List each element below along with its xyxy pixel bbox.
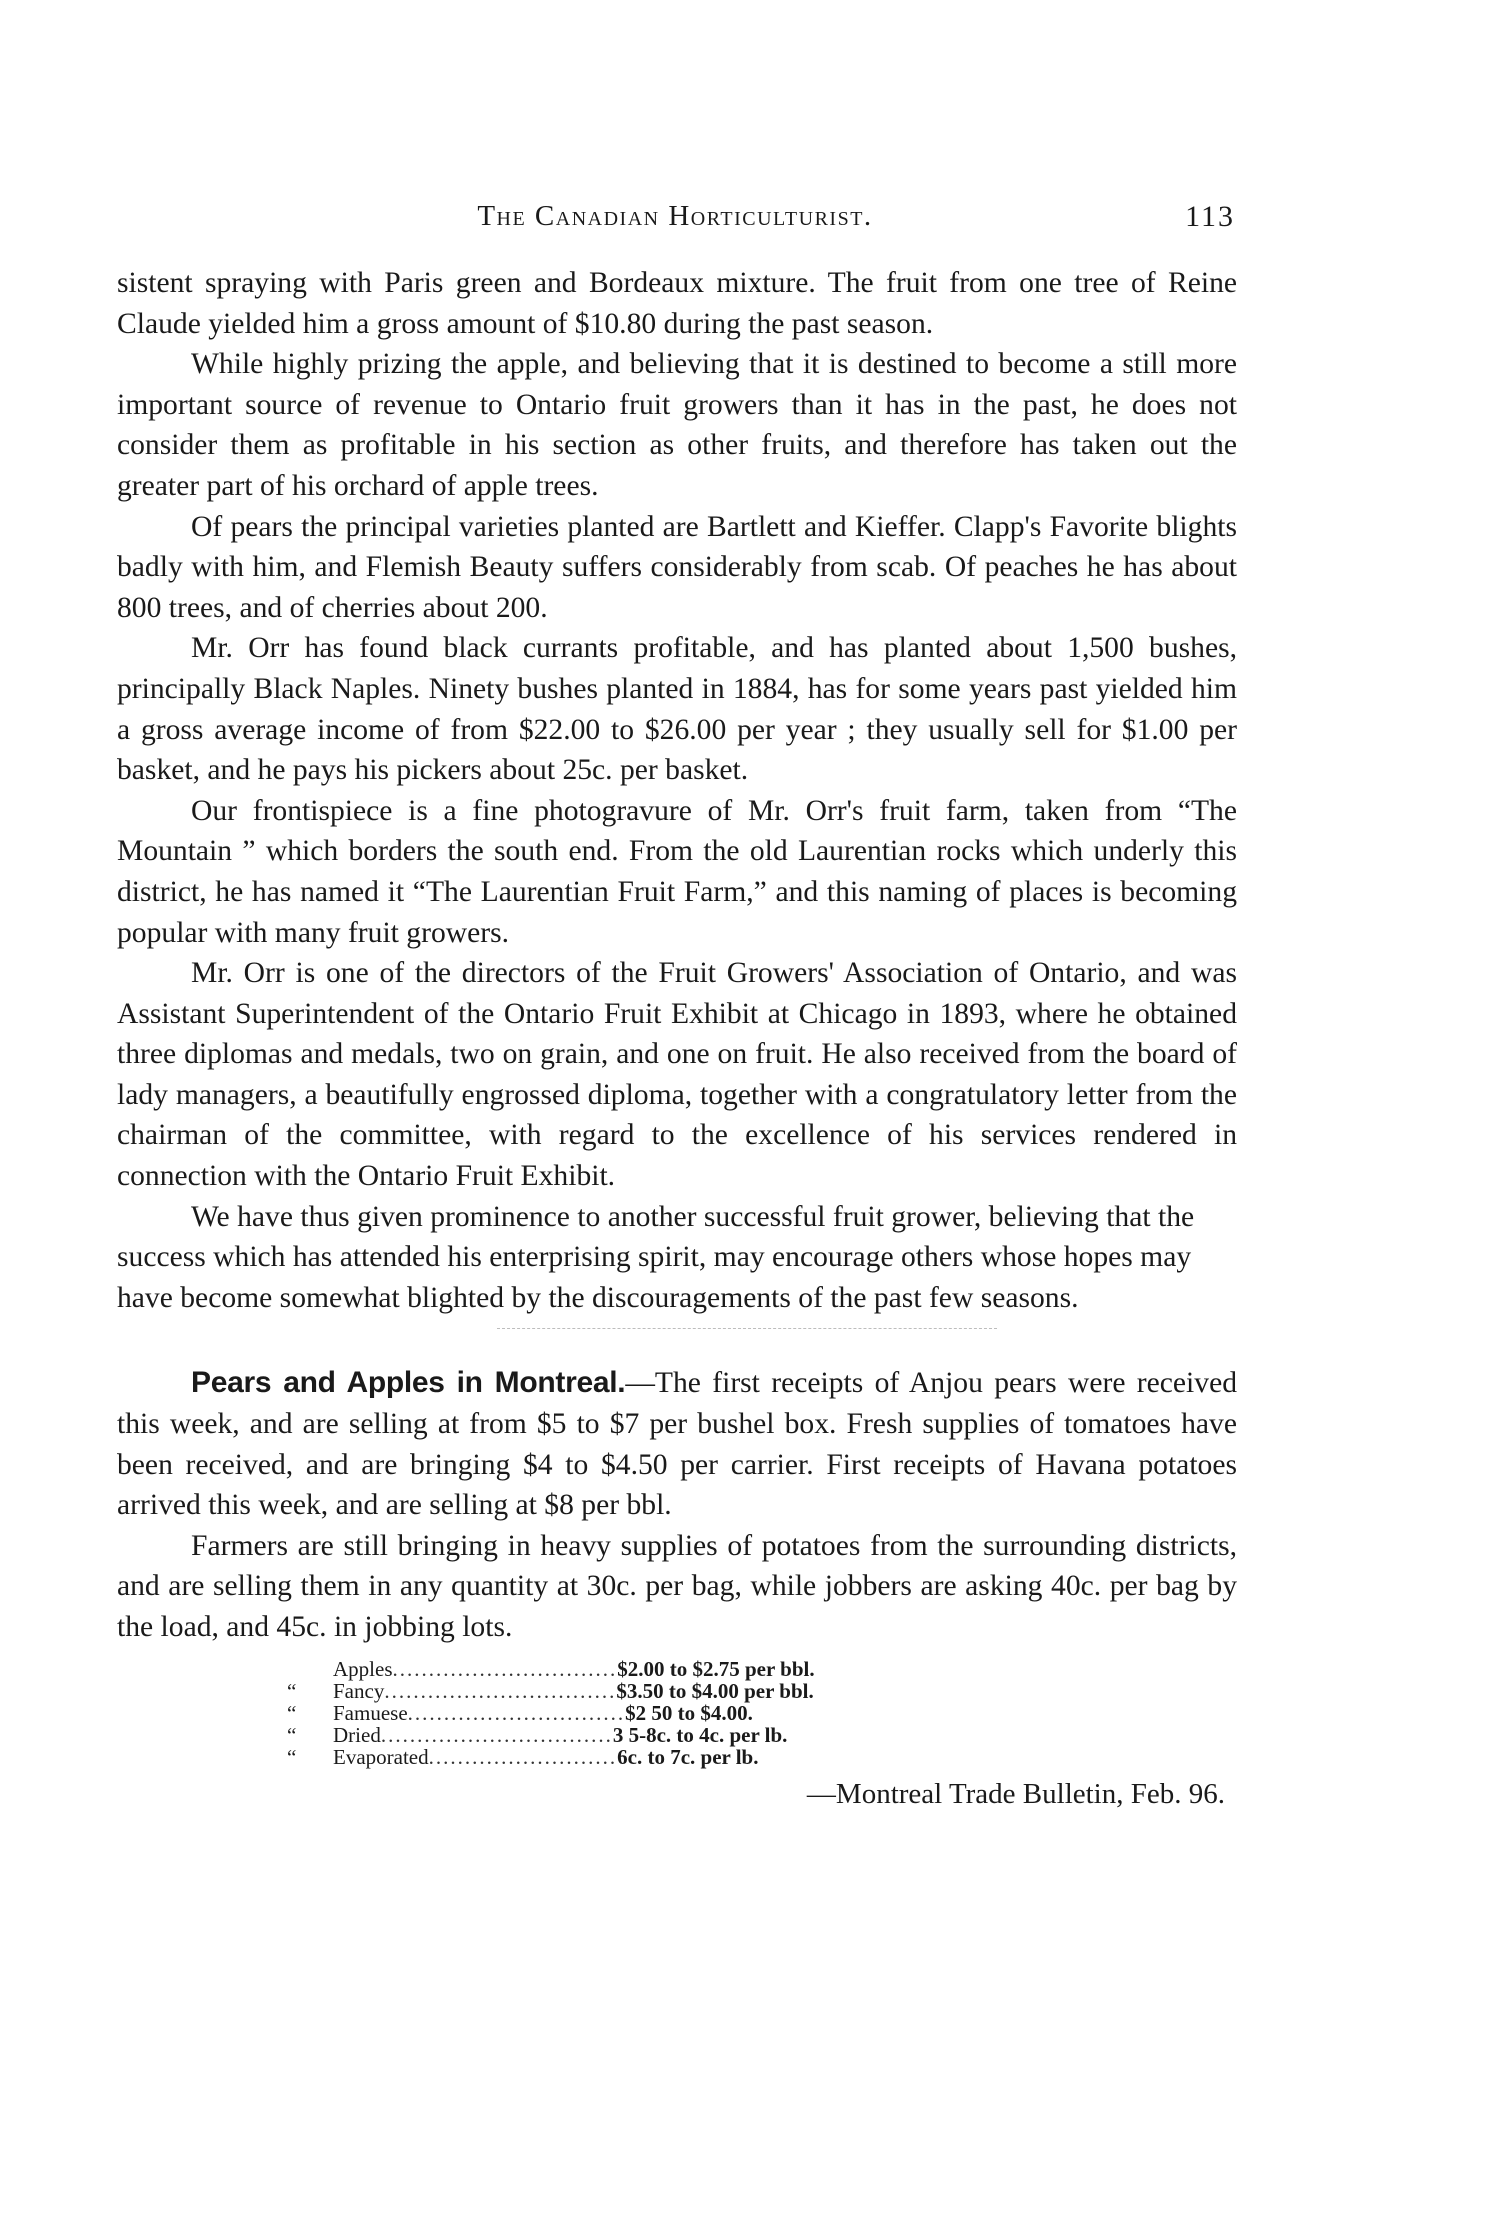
price-item: Apples xyxy=(333,1656,393,1681)
price-value: 3 5-8c. to 4c. per lb. xyxy=(612,1722,788,1747)
ditto-mark: “ xyxy=(287,1678,297,1703)
market-report-heading: Pears and Apples in Montreal. xyxy=(191,1366,626,1400)
dot-leader: .............................. xyxy=(407,1701,626,1724)
paragraph: While highly prizing the apple, and believing that it is destined to become a still more important source of revenue to Ontario fruit growers than it has in the past, he does not consider them as profitable in his section as other fruits, and therefore has taken out the greater part of his orchard of apple trees. xyxy=(117,348,1237,502)
journal-title: The Canadian Horticulturist. xyxy=(477,200,873,232)
paragraph: Of pears the principal varieties planted are Bartlett and Kieffer. Clapp's Favorite blights badly with him, and Flemish Beauty suffers considerably from scab. Of peaches he has about 800 trees, and of cherries about 200. xyxy=(117,510,1237,624)
market-report-lead-text: —The first receipts of Anjou pears were received this week, and are selling at from $5 to $7 per bushel box. Fresh supplies of tomatoes have been received, and are bringing $4 to $4.50 per carrier. First receipts of Havana potatoes arrived this week, and are selling at $8 per bbl. xyxy=(117,1367,1237,1522)
paragraph: sistent spraying with Paris green and Bordeaux mixture. The fruit from one tree of Reine Claude yielded him a gross amount of $10.80 during the past season. xyxy=(117,267,1237,340)
section-divider xyxy=(497,1328,997,1331)
paragraph: Our frontispiece is a fine photogravure of Mr. Orr's fruit farm, taken from “The Mountain ” which borders the south end. From the old Laurentian rocks which underly this district, he has named it “The Laurentian Fruit Farm,” and this naming of places is becoming popular with many fruit growers. xyxy=(117,794,1237,949)
market-report xyxy=(117,1363,1237,1810)
ditto-mark xyxy=(265,1658,333,1680)
paragraph: We have thus given prominence to another successful fruit grower, believing that the success which has attended his enterprising spirit, may encourage others whose hopes may have become somewhat blighted by the discouragements of the past few seasons. xyxy=(117,1200,1195,1314)
market-report-lead xyxy=(117,1363,1237,1525)
price-item: Famuese xyxy=(333,1700,408,1725)
paragraph: Mr. Orr is one of the directors of the Fruit Growers' Association of Ontario, and was Assistant Superintendent of the Ontario Fruit Exhibit at Chicago in 1893, where he obtained three diplomas and medals, two on grain, and one on fruit. He also received from the board of lady managers, a beautifully engrossed diploma, together with a congratulatory letter from the chairman of the committee, with regard to the excellence of his services rendered in connection with the Ontario Fruit Exhibit. xyxy=(117,957,1237,1193)
price-value: $2.00 to $2.75 per bbl. xyxy=(617,1656,815,1681)
price-value: $2 50 to $4.00. xyxy=(625,1700,753,1725)
price-item: Fancy xyxy=(333,1678,385,1703)
dot-leader: .......................... xyxy=(428,1745,618,1768)
dot-leader: ................................ xyxy=(384,1679,617,1702)
price-item: Evaporated xyxy=(333,1744,429,1769)
page-number: 113 xyxy=(1185,200,1235,233)
price-row xyxy=(265,1724,1237,1746)
price-value: $3.50 to $4.00 per bbl. xyxy=(616,1678,814,1703)
price-list xyxy=(265,1658,1237,1768)
paragraph: Mr. Orr has found black currants profitable, and has planted about 1,500 bushes, principally Black Naples. Ninety bushes planted in 1884, has for some years past yielded him a gross average income of from $22.00 to $26.00 per year ; they usually sell for $1.00 per basket, and he pays his pickers about 25c. per basket. xyxy=(117,632,1237,787)
dot-leader: ............................... xyxy=(392,1657,618,1680)
ditto-mark: “ xyxy=(287,1722,297,1747)
article-body xyxy=(117,263,1237,1811)
price-row xyxy=(265,1680,1237,1702)
source-attribution: —Montreal Trade Bulletin, Feb. 96. xyxy=(806,1777,1225,1810)
price-row xyxy=(265,1658,1237,1680)
paragraph: Farmers are still bringing in heavy supplies of potatoes from the surrounding districts, and are selling them in any quantity at 30c. per bag, while jobbers are asking 40c. per bag by the load, and 45c. in jobbing lots. xyxy=(117,1529,1237,1643)
price-row xyxy=(265,1702,1237,1724)
price-item: Dried xyxy=(333,1722,381,1747)
ditto-mark: “ xyxy=(287,1744,297,1769)
price-row xyxy=(265,1746,1237,1768)
ditto-mark: “ xyxy=(287,1700,297,1725)
running-header xyxy=(115,200,1235,240)
price-value: 6c. to 7c. per lb. xyxy=(617,1744,759,1769)
dot-leader: ................................ xyxy=(380,1723,613,1746)
